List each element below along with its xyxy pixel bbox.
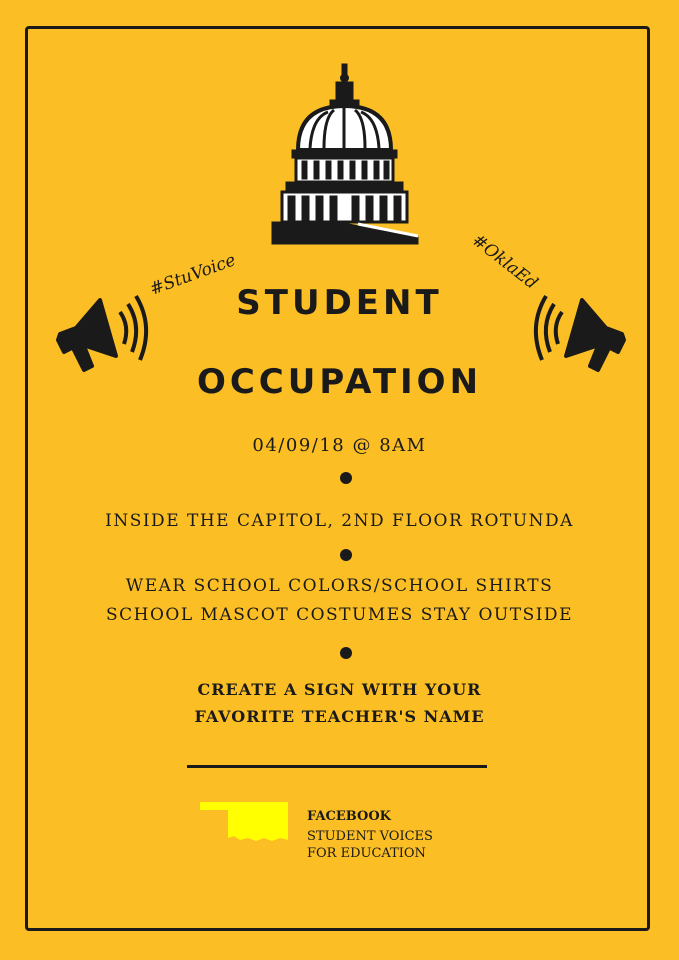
bullet-dot [340,647,352,659]
group-name-line1: STUDENT VOICES [307,829,433,844]
group-name-line2: FOR EDUCATION [307,846,426,861]
event-date: 04/09/18 @ 8AM [252,435,427,456]
title-occupation: OCCUPATION [196,362,483,402]
hashtag-stuvoice: #StuVoice [147,250,239,300]
event-location: INSIDE THE CAPITOL, 2ND FLOOR ROTUNDA [105,511,574,531]
sign-instruction-line2: FAVORITE TEACHER'S NAME [194,707,485,726]
dress-instruction: WEAR SCHOOL COLORS/SCHOOL SHIRTS [125,576,554,596]
bullet-dot [340,549,352,561]
bullet-dot [340,472,352,484]
hashtag-oklaed: #OklaEd [468,230,542,294]
sign-instruction-line1: CREATE A SIGN WITH YOUR [197,680,482,699]
divider-line [187,765,487,768]
mascot-instruction: SCHOOL MASCOT COSTUMES STAY OUTSIDE [106,605,573,625]
capitol-dome-icon [268,62,423,252]
facebook-label: FACEBOOK [307,809,391,824]
oklahoma-map-icon [198,800,290,844]
title-student: STUDENT [236,283,443,323]
